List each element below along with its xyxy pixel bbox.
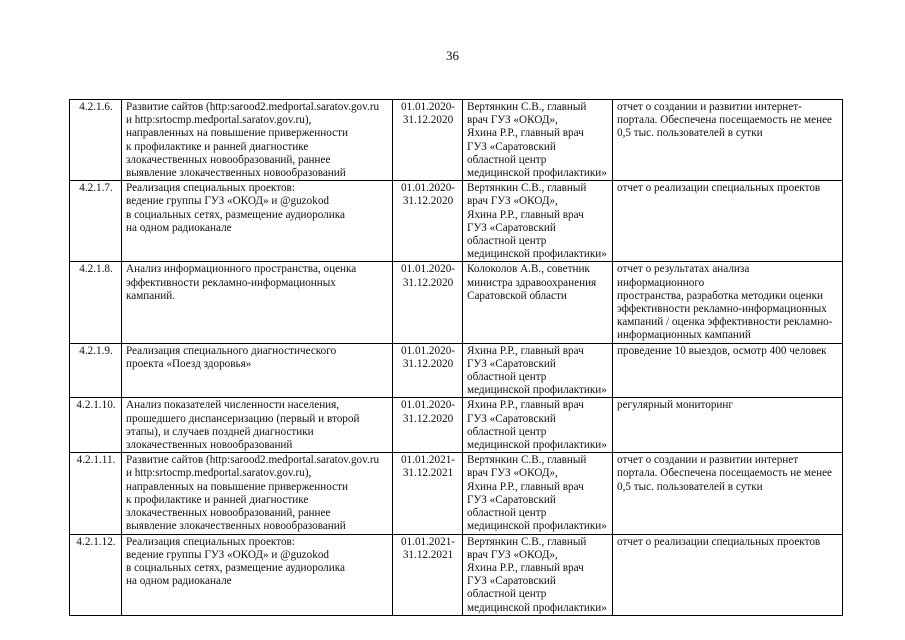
responsible: Яхина Р.Р., главный врач ГУЗ «Саратовский областной центр медицинской профилактики» bbox=[463, 343, 613, 398]
activity-description: Развитие сайтов (http:sarood2.medportal.saratov.gov.ru и http:srtocmp.medportal.saratov.gov.ru), направленных на повышение приверженности к профилактике и ранней диагностике злокачественных новообразований, раннее выявление злокачественных новообразований bbox=[122, 453, 393, 534]
responsible: Вертянкин С.В., главный врач ГУЗ «ОКОД», Яхина Р.Р., главный врач ГУЗ «Саратовский областной центр медицинской профилактики» bbox=[463, 534, 613, 615]
result: отчет о реализации специальных проектов bbox=[613, 181, 843, 262]
period: 01.01.2021- 31.12.2021 bbox=[393, 453, 463, 534]
responsible: Вертянкин С.В., главный врач ГУЗ «ОКОД», Яхина Р.Р., главный врач ГУЗ «Саратовский областной центр медицинской профилактики» bbox=[463, 453, 613, 534]
result: отчет о создании и развитии интернет- портала. Обеспечена посещаемость не менее 0,5 тыс. пользователей в сутки bbox=[613, 100, 843, 181]
table-row bbox=[70, 343, 843, 398]
responsible: Вертянкин С.В., главный врач ГУЗ «ОКОД», Яхина Р.Р., главный врач ГУЗ «Саратовский областной центр медицинской профилактики» bbox=[463, 100, 613, 181]
item-number: 4.2.1.8. bbox=[70, 262, 122, 343]
period: 01.01.2020- 31.12.2020 bbox=[393, 100, 463, 181]
item-number: 4.2.1.6. bbox=[70, 100, 122, 181]
item-number: 4.2.1.10. bbox=[70, 398, 122, 453]
activity-description: Развитие сайтов (http:sarood2.medportal.saratov.gov.ru и http:srtocmp.medportal.saratov.gov.ru), направленных на повышение приверженности к профилактике и ранней диагностике злокачественных новообразований, раннее выявление злокачественных новообразований bbox=[122, 100, 393, 181]
period: 01.01.2021- 31.12.2021 bbox=[393, 534, 463, 615]
table-row bbox=[70, 262, 843, 343]
responsible: Вертянкин С.В., главный врач ГУЗ «ОКОД», Яхина Р.Р., главный врач ГУЗ «Саратовский областной центр медицинской профилактики» bbox=[463, 181, 613, 262]
activity-description: Реализация специального диагностического проекта «Поезд здоровья» bbox=[122, 343, 393, 398]
table-row bbox=[70, 534, 843, 615]
item-number: 4.2.1.12. bbox=[70, 534, 122, 615]
result: отчет о результатах анализа информационного пространства, разработка методики оценки эффективности рекламно-информационных кампаний / оценка эффективности рекламно- информационных кампаний bbox=[613, 262, 843, 343]
table-row bbox=[70, 398, 843, 453]
period: 01.01.2020- 31.12.2020 bbox=[393, 262, 463, 343]
responsible: Яхина Р.Р., главный врач ГУЗ «Саратовский областной центр медицинской профилактики» bbox=[463, 398, 613, 453]
activity-description: Реализация специальных проектов: ведение группы ГУЗ «ОКОД» и @guzokod в социальных сетях, размещение аудиоролика на одном радиоканале bbox=[122, 534, 393, 615]
item-number: 4.2.1.9. bbox=[70, 343, 122, 398]
activity-description: Реализация специальных проектов: ведение группы ГУЗ «ОКОД» и @guzokod в социальных сетях, размещение аудиоролика на одном радиоканале bbox=[122, 181, 393, 262]
activity-table bbox=[69, 99, 843, 616]
item-number: 4.2.1.11. bbox=[70, 453, 122, 534]
table-row bbox=[70, 453, 843, 534]
period: 01.01.2020- 31.12.2020 bbox=[393, 398, 463, 453]
period: 01.01.2020- 31.12.2020 bbox=[393, 181, 463, 262]
responsible: Колоколов А.В., советник министра здравоохранения Саратовской области bbox=[463, 262, 613, 343]
item-number: 4.2.1.7. bbox=[70, 181, 122, 262]
result: отчет о создании и развитии интернет портала. Обеспечена посещаемость не менее 0,5 тыс. пользователей в сутки bbox=[613, 453, 843, 534]
result: регулярный мониторинг bbox=[613, 398, 843, 453]
activity-description: Анализ показателей численности населения, прошедшего диспансеризацию (первый и второй этапы), и случаев поздней диагностики злокачественных новообразований bbox=[122, 398, 393, 453]
activity-description: Анализ информационного пространства, оценка эффективности рекламно-информационных кампаний. bbox=[122, 262, 393, 343]
page-number: 36 bbox=[446, 48, 459, 63]
period: 01.01.2020- 31.12.2020 bbox=[393, 343, 463, 398]
result: отчет о реализации специальных проектов bbox=[613, 534, 843, 615]
table-row bbox=[70, 100, 843, 181]
table-row bbox=[70, 181, 843, 262]
result: проведение 10 выездов, осмотр 400 человек bbox=[613, 343, 843, 398]
